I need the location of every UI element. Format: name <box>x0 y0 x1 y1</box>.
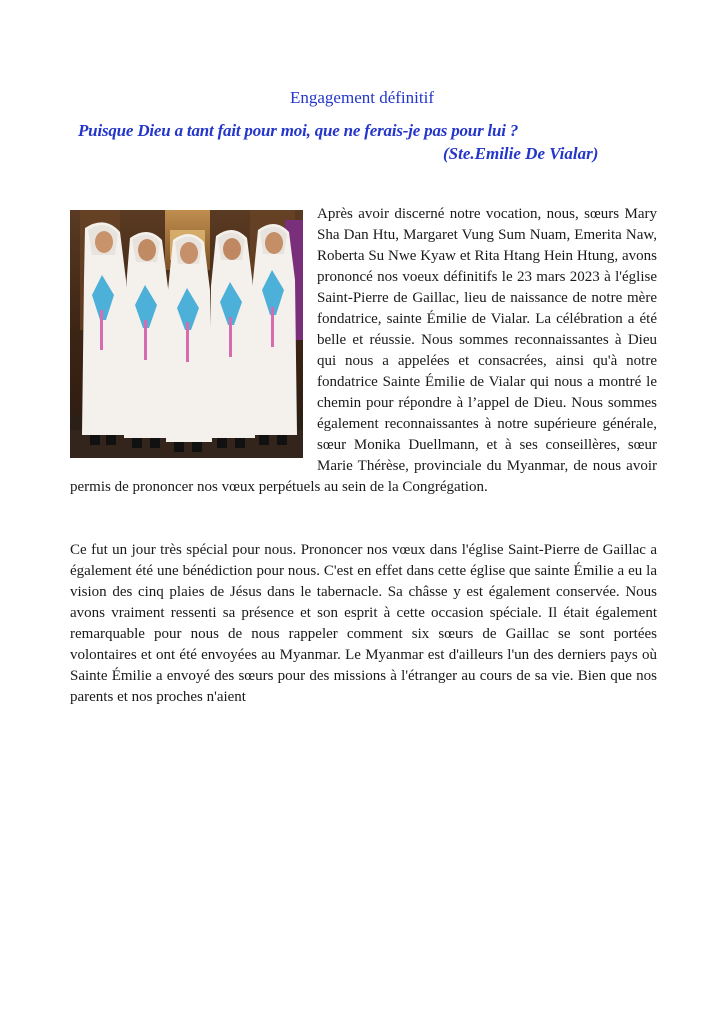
sisters-photo <box>70 210 303 458</box>
page-title: Engagement définitif <box>290 88 434 107</box>
paragraph-2: Ce fut un jour très spécial pour nous. Prononcer nos vœux dans l'église Saint-Pierre de Gaillac a également été une bénédiction pour nous. C'est en effet dans cette église que sainte Émilie a eu la vision des cinq plaies de Jésus dans le tabernacle. Sa châsse y est également conservée. Nous avons vraiment ressenti sa présence et son esprit à cette occasion spéciale. Il était également remarquable pour nous de nous rappeler comment six sœurs de Gaillac se sont portées volontaires et ont été envoyées au Myanmar. Le Myanmar est d'ailleurs l'un des derniers pays où Sainte Émilie a envoyé des sœurs pour des missions à l'étranger au cours de sa vie. Bien que nos parents et nos proches n'aient <box>70 542 657 705</box>
paragraph-1-text: Après avoir discerné notre vocation, nous, sœurs Mary Sha Dan Htu, Margaret Vung Sum Nuam, Emerita Naw, Roberta Su Nwe Kyaw et Rita Htang Hein Htung, avons prononcé nos voeux définitifs le 23 mars 2023 à l'église Saint-Pierre de Gaillac, lieu de naissance de notre mère fondatrice, sainte Émilie de Vialar. La célébration a été belle et réussie. Nous sommes reconnaissantes à Dieu qui nous a appelées et consacrées, ainsi qu'à notre fondatrice Sainte Émilie de Vialar qui nous a montré le chemin pour répondre à l’appel de Dieu. Nous sommes également reconnaissantes à notre supérieure générale, sœur Monika Duellmann, et à ses conseillères, sœur Marie Thérèse, provinciale du Myanmar, de nous avoir permis de prononcer nos vœux perpétuels au sein de la Congrégation. <box>70 206 657 495</box>
quote-text: Puisque Dieu a tant fait pour moi, que ne ferais-je pas pour lui ? <box>78 121 519 140</box>
quote-author: (Ste.Emilie De Vialar) <box>443 144 599 163</box>
paragraph-1 <box>70 204 657 498</box>
